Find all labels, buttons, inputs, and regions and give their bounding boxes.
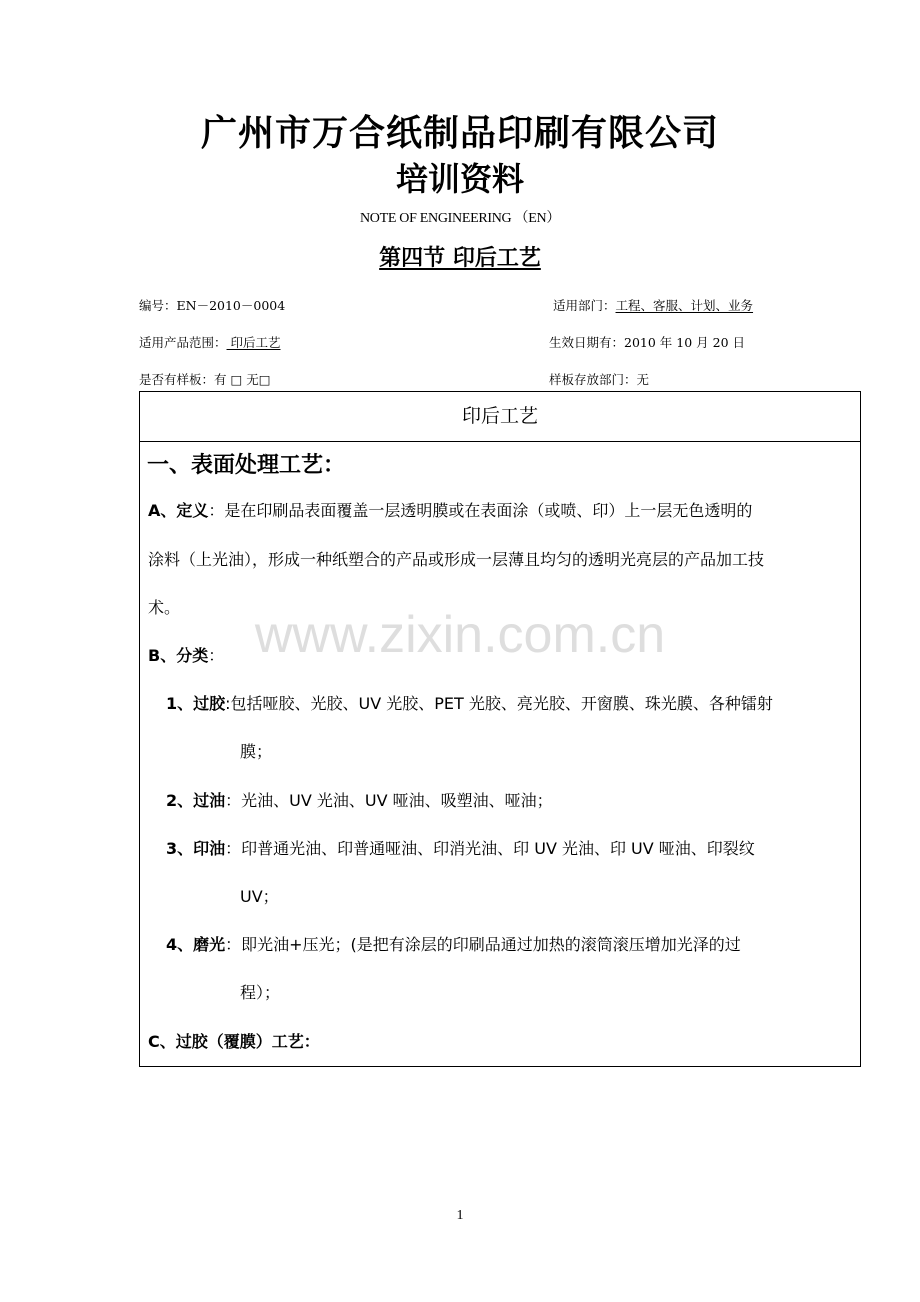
meta-number-label: 编号： — [139, 298, 177, 313]
item-3-line-1 — [166, 837, 755, 861]
item-1-line-2: 膜； — [240, 742, 273, 761]
item-2-label: 2、过油 — [166, 791, 226, 810]
heading-surface-treatment: 一、表面处理工艺： — [147, 453, 346, 478]
definition-text-1: ：是在印刷品表面覆盖一层透明膜或在表面涂（或喷、印）上一层无色透明的 — [208, 501, 753, 520]
classification-colon: ： — [208, 646, 225, 665]
item-2-line-1 — [166, 789, 553, 813]
meta-number — [139, 297, 285, 315]
item-1-line-1 — [166, 692, 773, 716]
meta-effective-date: 生效日期有：2010 年 10 月 20 日 — [549, 335, 745, 350]
company-name: 广州市万合纸制品印刷有限公司 — [200, 113, 719, 154]
item-3-line-2: UV； — [240, 887, 279, 906]
meta-department-label: 适用部门： — [553, 298, 616, 313]
item-2-text: ：光油、UV 光油、UV 哑油、吸塑油、哑油； — [225, 791, 553, 810]
meta-scope-value: 印后工艺 — [226, 335, 281, 350]
meta-sample: 是否有样板：有 □ 无□ — [139, 372, 271, 387]
meta-department-value: 工程、客服、计划、业务 — [615, 298, 754, 313]
content-box-title: 印后工艺 — [140, 392, 860, 442]
meta-sample-dept: 样板存放部门：无 — [549, 372, 650, 387]
watermark: www.zixin.com.cn — [254, 606, 666, 664]
item-4-text: ：即光油+压光；(是把有涂层的印刷品通过加热的滚筒滚压增加光泽的过 — [225, 935, 741, 954]
lamination-label: C、过胶（覆膜）工艺： — [148, 1032, 320, 1051]
meta-scope — [139, 334, 281, 352]
item-3-text: ：印普通光油、印普通哑油、印消光油、印 UV 光油、印 UV 哑油、印裂纹 — [225, 839, 755, 858]
meta-number-value: EN－2010－0004 — [176, 298, 286, 313]
item-1-label: 1、过胶 — [166, 694, 226, 713]
definition-line-1 — [148, 499, 752, 523]
item-4-line-2: 程）； — [240, 983, 281, 1002]
definition-line-2: 涂料（上光油），形成一种纸塑合的产品或形成一层薄且均匀的透明光亮层的产品加工技 — [148, 550, 765, 569]
section-title — [0, 242, 920, 274]
section-title-text: 第四节 印后工艺 — [379, 245, 541, 271]
meta-scope-label: 适用产品范围： — [139, 335, 227, 350]
classification-label: B、分类 — [148, 646, 209, 665]
definition-line-3: 术。 — [148, 598, 181, 617]
content-box — [139, 391, 861, 1067]
item-1-text: :包括哑胶、光胶、UV 光胶、PET 光胶、亮光胶、开窗膜、珠光膜、各种镭射 — [225, 694, 773, 713]
item-4-line-1 — [166, 933, 741, 957]
document-subtitle: 培训资料 — [395, 160, 524, 198]
item-3-label: 3、印油 — [166, 839, 226, 858]
note-of-engineering: NOTE OF ENGINEERING （EN） — [359, 211, 561, 226]
page-number: 1 — [456, 1208, 464, 1223]
definition-label: A、定义 — [148, 501, 209, 520]
item-4-label: 4、磨光 — [166, 935, 226, 954]
classification-heading — [148, 644, 224, 668]
lamination-heading — [148, 1030, 320, 1054]
meta-department — [553, 297, 753, 315]
